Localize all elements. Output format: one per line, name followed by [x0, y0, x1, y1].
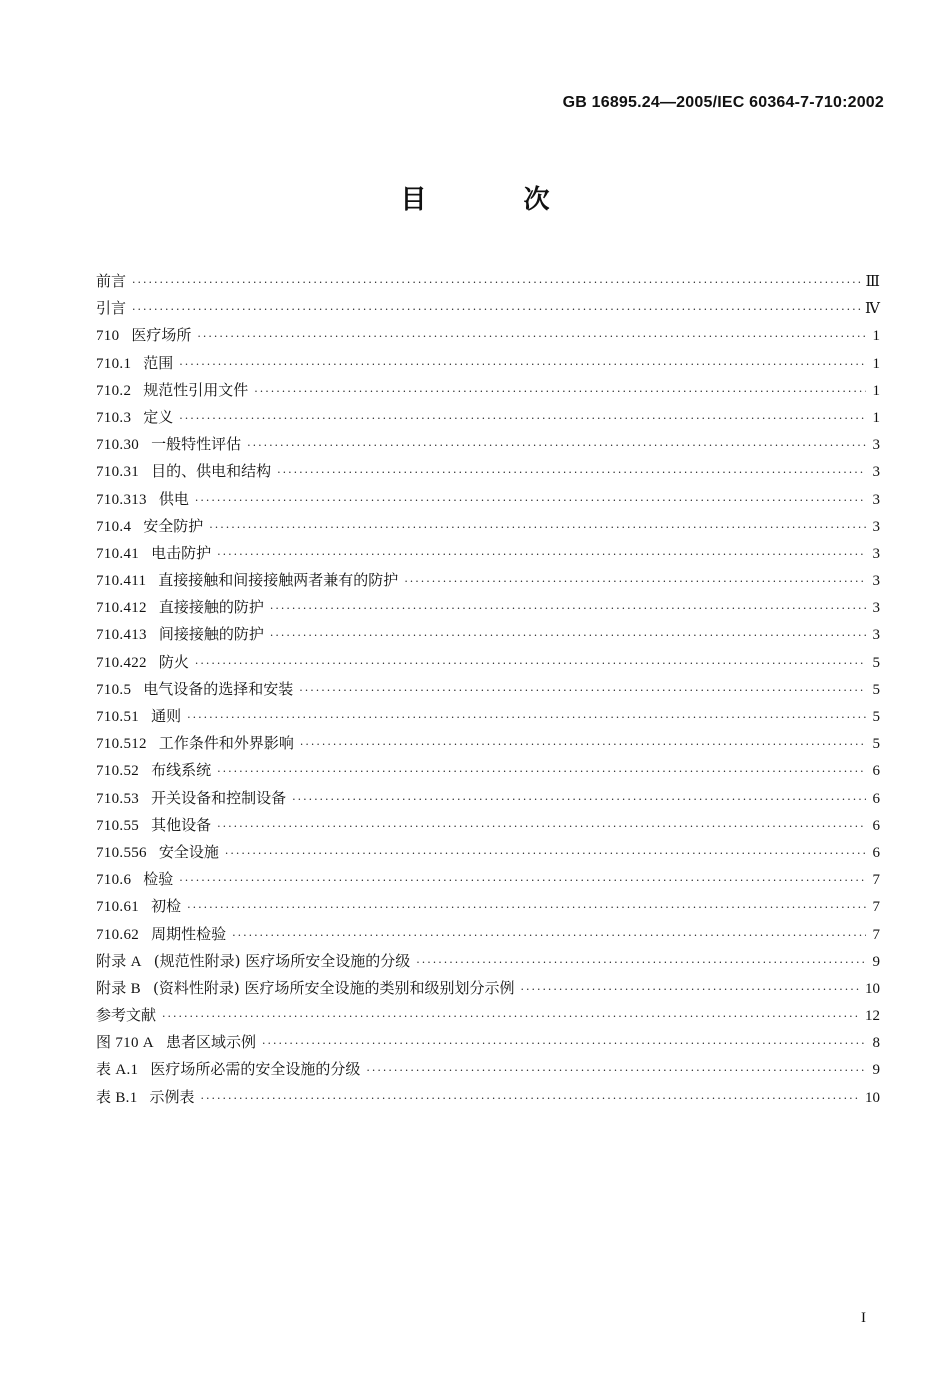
toc-entry-label: 电击防护	[151, 543, 212, 562]
toc-entry[interactable]	[96, 322, 880, 349]
toc-dot-leader	[217, 813, 866, 840]
toc-entry-label: 供电	[158, 489, 189, 508]
toc-entry[interactable]	[96, 377, 880, 404]
toc-entry-number: 710.51	[96, 709, 140, 725]
page-title: 目 次	[400, 185, 594, 215]
toc-dot-leader	[225, 840, 866, 867]
toc-entry-label: (规范性附录) 医疗场所安全设施的分级	[153, 951, 411, 970]
toc-entry-number: 710.512	[96, 736, 147, 753]
toc-entry-number: 710.55	[96, 817, 140, 834]
toc-entry-page: 5	[872, 736, 880, 753]
toc-entry-page: 3	[872, 491, 880, 508]
toc-entry-number: 710.61	[96, 899, 140, 916]
toc-entry-number: 710.62	[96, 926, 140, 943]
toc-entry-page: 1	[872, 328, 880, 345]
toc-entry-page: 8	[872, 1035, 880, 1052]
toc-dot-leader	[187, 894, 866, 921]
toc-entry[interactable]	[96, 812, 880, 839]
toc-entry-page: 10	[865, 1089, 880, 1106]
toc-entry-page: 3	[872, 573, 880, 590]
toc-entry-number: 710.41	[96, 545, 140, 562]
toc-entry[interactable]	[96, 1056, 880, 1083]
toc-entry[interactable]	[96, 1029, 880, 1056]
toc-entry-page: 10	[865, 980, 880, 997]
toc-entry[interactable]	[96, 839, 880, 866]
toc-dot-leader	[299, 677, 866, 704]
toc-entry[interactable]	[96, 1084, 880, 1111]
toc-entry-label: 示例表	[149, 1087, 195, 1106]
toc-dot-leader	[254, 378, 866, 405]
toc-entry-label: 引言	[96, 299, 127, 318]
toc-entry-number: 710.2	[96, 382, 132, 399]
toc-dot-leader	[132, 296, 861, 323]
toc-entry-label: 前言	[96, 272, 127, 290]
toc-dot-leader	[416, 949, 866, 976]
toc-entry-label: 直接接触和间接接触两者兼有的防护	[158, 571, 399, 590]
toc-dot-leader	[277, 459, 866, 486]
toc-entry-page: 6	[872, 844, 880, 861]
toc-entry-page: 7	[872, 926, 880, 943]
toc-entry-number: 710.422	[96, 654, 147, 671]
toc-entry-label: 定义	[143, 407, 174, 426]
toc-entry-number: 710.5	[96, 681, 132, 698]
toc-entry[interactable]	[96, 893, 880, 920]
toc-entry-label: 范围	[143, 353, 174, 372]
toc-entry-number: 710.413	[96, 627, 147, 644]
table-of-contents	[96, 268, 880, 1111]
toc-entry-label: 间接接触的防护	[158, 625, 264, 644]
toc-entry-number: 710	[96, 328, 120, 345]
toc-entry-page: 3	[872, 518, 880, 535]
toc-dot-leader	[232, 922, 866, 949]
toc-entry-page: 3	[872, 545, 880, 562]
toc-dot-leader	[187, 704, 866, 731]
toc-dot-leader	[209, 514, 866, 541]
toc-dot-leader	[179, 867, 866, 894]
toc-entry-label: 患者区域示例	[165, 1033, 256, 1052]
toc-entry-number: 710.31	[96, 464, 140, 481]
toc-entry[interactable]	[96, 431, 880, 458]
toc-entry[interactable]	[96, 458, 880, 485]
toc-entry[interactable]	[96, 757, 880, 784]
toc-entry-label: 一般特性评估	[151, 435, 242, 454]
toc-entry-page: 3	[872, 464, 880, 481]
toc-dot-leader	[179, 351, 866, 378]
toc-entry-page: 1	[872, 355, 880, 372]
toc-entry-page: 7	[872, 899, 880, 916]
toc-entry-label: 参考文献	[96, 1006, 157, 1025]
toc-entry-number: 710.412	[96, 600, 147, 617]
toc-entry-label: 开关设备和控制设备	[151, 788, 287, 807]
toc-entry-label: 检验	[143, 870, 174, 889]
toc-entry-number: 710.30	[96, 437, 140, 454]
toc-dot-leader	[247, 432, 866, 459]
toc-entry[interactable]	[96, 295, 880, 322]
toc-entry-label: 初检	[151, 897, 182, 916]
toc-entry-page: 6	[872, 790, 880, 807]
toc-entry[interactable]	[96, 404, 880, 431]
toc-entry-label: 防火	[158, 652, 189, 671]
document-standard-code: GB 16895.24—2005/IEC 60364-7-710:2002	[562, 94, 884, 111]
toc-entry[interactable]	[96, 975, 880, 1002]
toc-entry-page: 9	[872, 1062, 880, 1079]
toc-entry-number: 710.556	[96, 844, 147, 861]
toc-entry-page: Ⅳ	[865, 301, 880, 318]
toc-entry-page: 7	[872, 872, 880, 889]
toc-entry[interactable]	[96, 703, 880, 730]
toc-entry[interactable]	[96, 649, 880, 676]
toc-entry-label: 安全设施	[158, 842, 219, 861]
toc-entry[interactable]	[96, 350, 880, 377]
toc-entry-number: 附录 A	[96, 953, 142, 970]
toc-entry-label: 工作条件和外界影响	[158, 734, 294, 753]
toc-entry-label: (资料性附录) 医疗场所安全设施的类别和级别划分示例	[152, 978, 515, 997]
toc-entry-number: 附录 B	[96, 980, 141, 997]
toc-entry-page: 1	[872, 382, 880, 399]
toc-dot-leader	[520, 976, 861, 1003]
toc-entry[interactable]	[96, 730, 880, 757]
toc-entry-number: 710.411	[96, 573, 147, 590]
toc-entry-number: 710.1	[96, 355, 132, 372]
toc-entry-label: 医疗场所	[131, 326, 192, 345]
toc-dot-leader	[366, 1057, 866, 1084]
toc-dot-leader	[195, 487, 866, 514]
toc-entry-page: 6	[872, 763, 880, 780]
page-number: I	[861, 1310, 866, 1326]
toc-dot-leader	[300, 731, 866, 758]
toc-entry-label: 医疗场所必需的安全设施的分级	[150, 1060, 361, 1079]
toc-entry-page: Ⅲ	[865, 274, 880, 290]
toc-dot-leader	[179, 405, 866, 432]
toc-entry-number: 图 710 A	[96, 1035, 154, 1052]
toc-dot-leader	[217, 541, 866, 568]
toc-entry[interactable]	[96, 567, 880, 594]
toc-entry[interactable]	[96, 621, 880, 648]
toc-entry-number: 表 B.1	[96, 1089, 138, 1106]
toc-entry-number: 710.313	[96, 491, 147, 508]
toc-entry[interactable]	[96, 785, 880, 812]
toc-entry-label: 布线系统	[151, 761, 212, 780]
toc-dot-leader	[292, 786, 866, 813]
toc-entry-page: 5	[872, 681, 880, 698]
toc-entry-label: 目的、供电和结构	[151, 462, 272, 481]
toc-dot-leader	[195, 650, 866, 677]
toc-entry[interactable]	[96, 676, 880, 703]
toc-dot-leader	[270, 622, 866, 649]
toc-entry-page: 12	[865, 1008, 880, 1025]
toc-entry-label: 安全防护	[143, 516, 204, 535]
toc-entry-number: 710.53	[96, 790, 140, 807]
toc-dot-leader	[201, 1085, 861, 1112]
toc-dot-leader	[404, 568, 866, 595]
toc-entry-label: 规范性引用文件	[143, 380, 249, 399]
toc-dot-leader	[262, 1030, 866, 1057]
toc-entry[interactable]	[96, 268, 880, 295]
toc-entry-page: 3	[872, 437, 880, 454]
toc-entry-number: 710.3	[96, 409, 132, 426]
toc-entry-number: 710.6	[96, 872, 132, 889]
toc-dot-leader	[217, 758, 866, 785]
toc-entry-label: 直接接触的防护	[158, 598, 264, 617]
toc-entry[interactable]	[96, 866, 880, 893]
toc-entry[interactable]	[96, 921, 880, 948]
toc-entry-page: 6	[872, 817, 880, 834]
toc-entry-page: 3	[872, 600, 880, 617]
toc-entry[interactable]	[96, 1002, 880, 1029]
toc-entry-label: 电气设备的选择和安装	[143, 679, 294, 698]
toc-entry-page: 3	[872, 627, 880, 644]
toc-entry-page: 1	[872, 409, 880, 426]
toc-dot-leader	[197, 323, 866, 350]
toc-entry-page: 5	[872, 654, 880, 671]
toc-entry-label: 周期性检验	[151, 924, 227, 943]
toc-entry-label: 通则	[151, 707, 182, 725]
toc-dot-leader	[270, 595, 866, 622]
toc-entry-number: 710.4	[96, 518, 132, 535]
toc-entry[interactable]	[96, 540, 880, 567]
toc-entry-number: 710.52	[96, 763, 140, 780]
toc-entry-label: 其他设备	[151, 815, 212, 834]
toc-entry[interactable]	[96, 513, 880, 540]
toc-entry[interactable]	[96, 594, 880, 621]
toc-entry-page: 5	[872, 709, 880, 725]
toc-dot-leader	[132, 269, 862, 296]
toc-entry[interactable]	[96, 486, 880, 513]
toc-dot-leader	[162, 1003, 861, 1030]
toc-entry[interactable]	[96, 948, 880, 975]
toc-entry-page: 9	[872, 953, 880, 970]
toc-entry-number: 表 A.1	[96, 1062, 139, 1079]
